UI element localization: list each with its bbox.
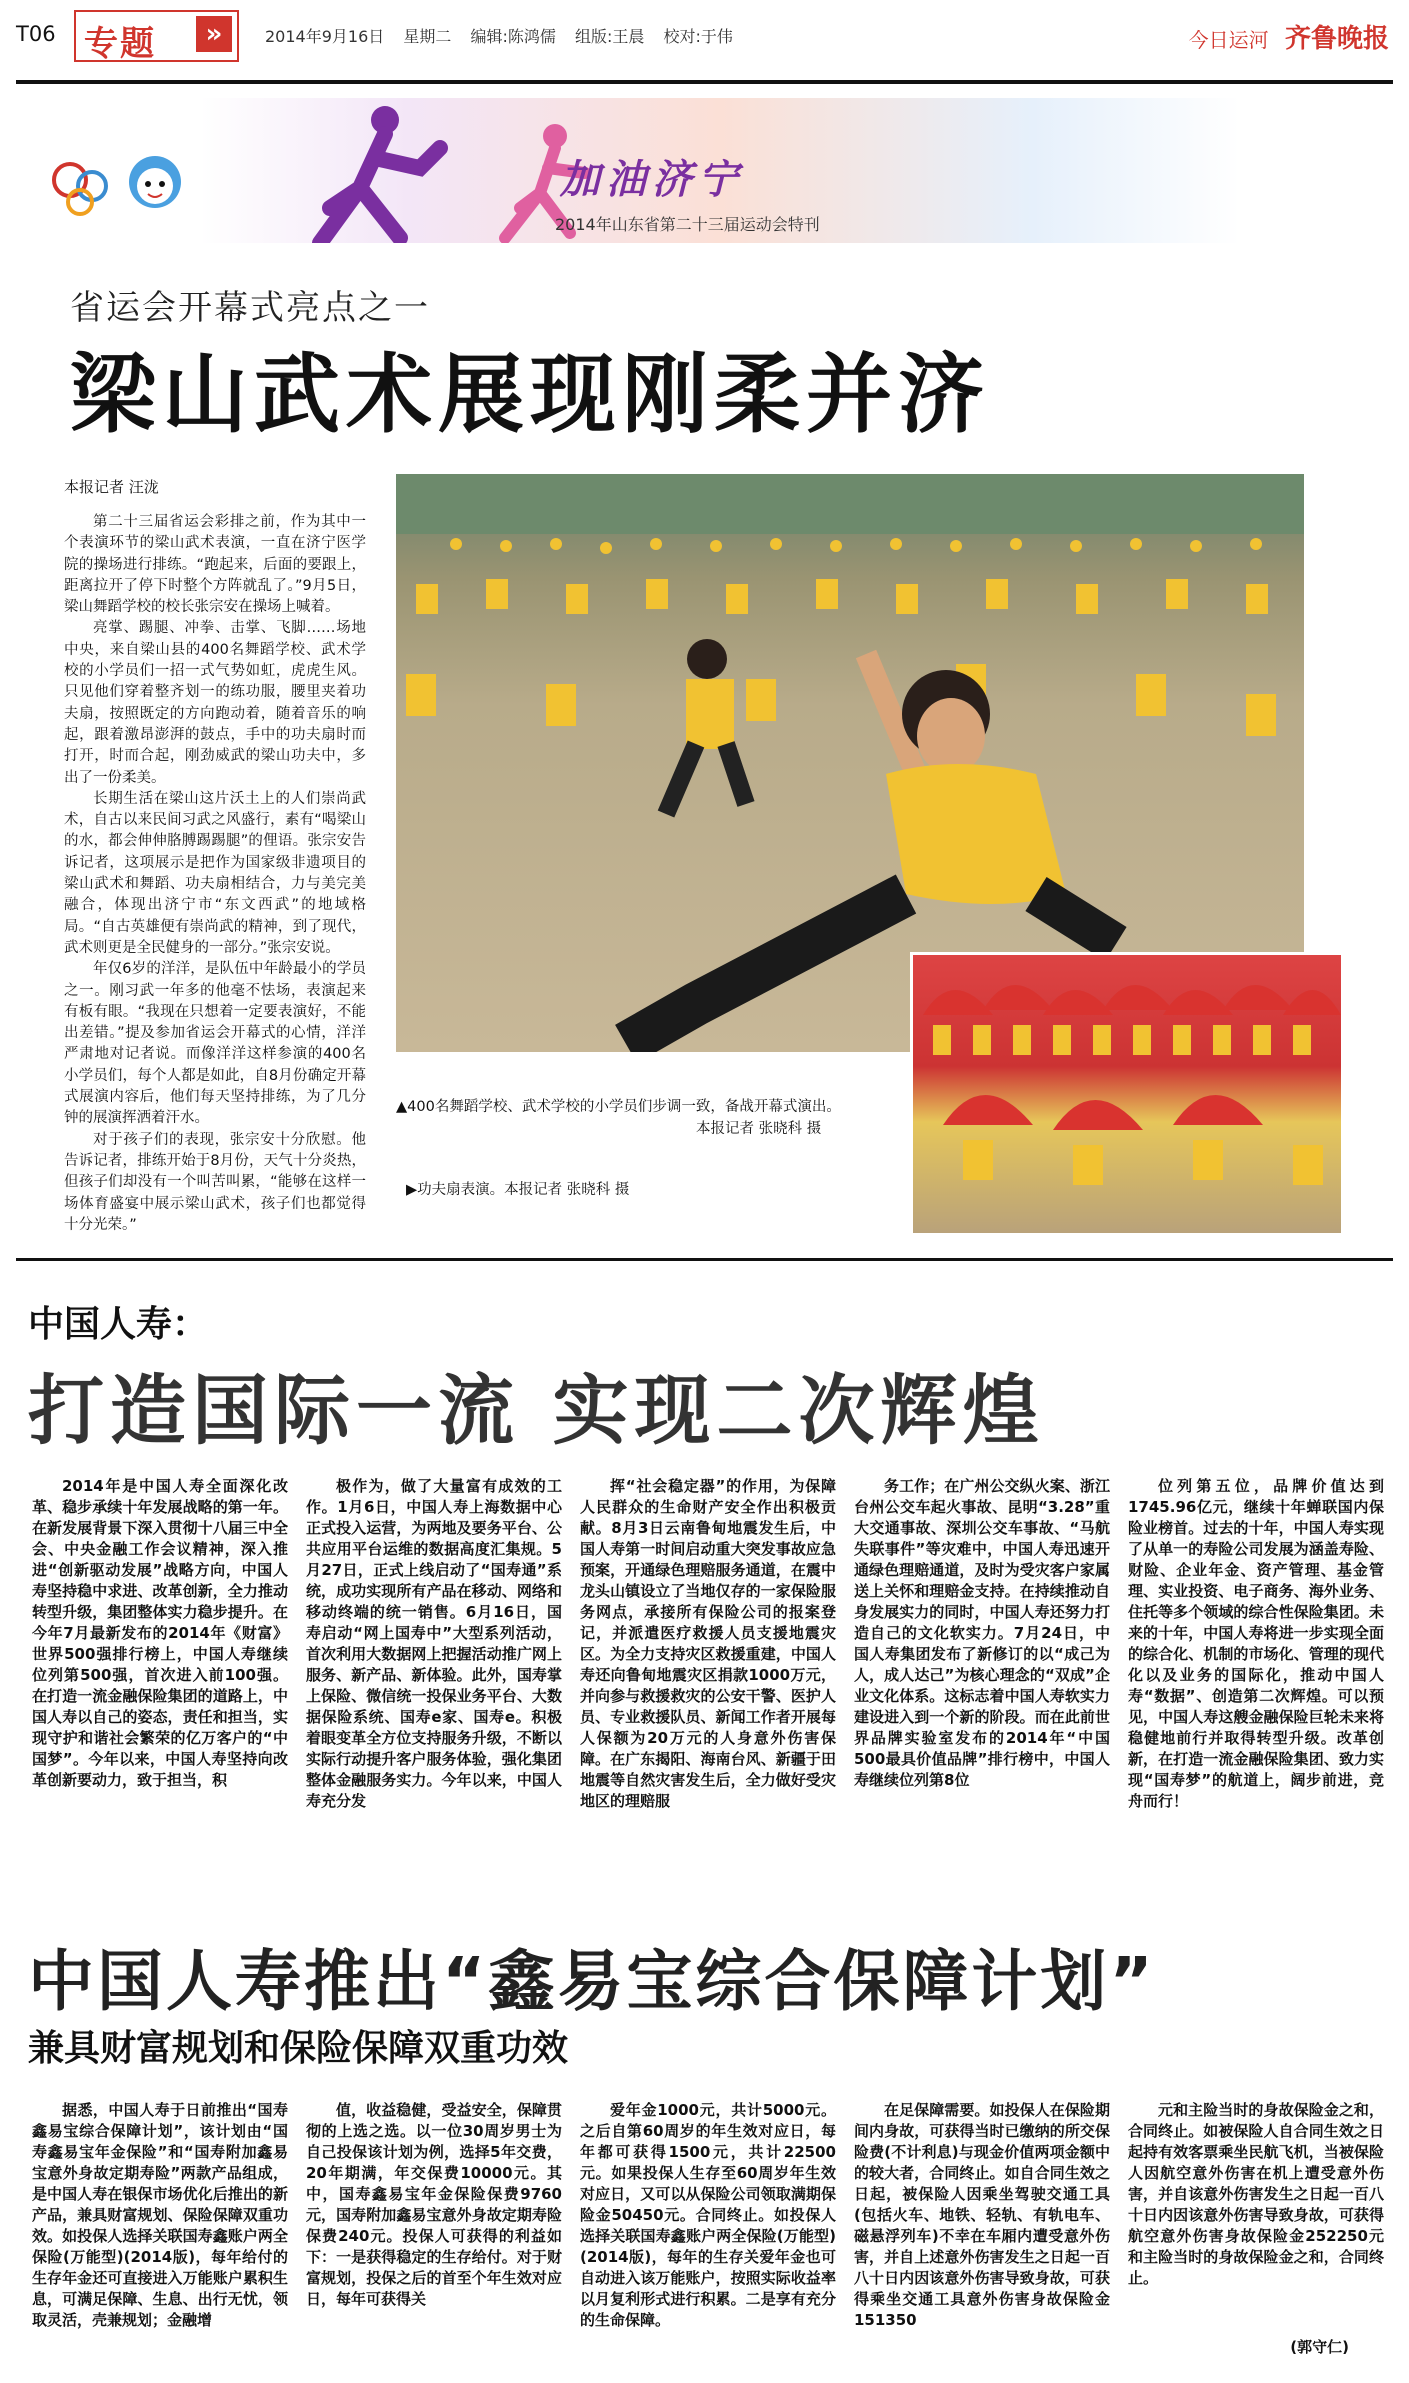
article2-column: 2014年是中国人寿全面深化改革、稳步承续十年发展战略的第一年。在新发展背景下深入贯彻十八届三中全会、中央金融工作会议精神，深入推进“创新驱动发展”战略方向，中国人寿坚持稳中求进、改革创新，全力推动转型升级，集团整体实力稳步提升。在今年7月最新发布的2014年《财富》世界500强排行榜上，中国人寿继续位列第500强，首次进入前100强。在打造一流金融保险集团的道路上，中国人寿以自己的姿态，责任和担当，实现守护和谐社会繁荣的亿万客户的“中国梦”。今年以来，中国人寿坚持向改革创新要动力，致于担当，积 [32,1477,288,1789]
photo1-credit: 本报记者 张晓科 摄 [696,1121,822,1137]
fan-dance-photo-art [913,955,1341,1233]
chevron-right-icon: » [196,16,232,52]
article1-paragraph: 对于孩子们的表现，张宗安十分欣慰。他告诉记者，排练开始于8月份，天气十分炎热，但孩子们却没有一个叫苦叫累，“能够在这样一场体育盛宴中展示梁山武术，孩子们也都觉得十分光荣。” [64,1131,366,1233]
section-rule [16,1258,1393,1261]
article3-headline: 中国人寿推出“鑫易宝综合保障计划” [28,1943,1156,2020]
header-rule [16,80,1393,84]
article2-column: 务工作；在广州公交纵火案、浙江台州公交车起火事故、昆明“3.28”重大交通事故、深圳公交车事故、“马航失联事件”等灾难中，中国人寿迅速开通绿色理赔通道，及时为受灾客户家属送上关怀和理赔金支持。在持续推动自身发展实力的同时，中国人寿还努力打造自己的文化软实力。7月24日，中国人寿集团发布了新修订的以“成己为人，成人达己”为核心理念的“双成”企业文化体系。这标志着中国人寿软实力建设进入到一个新的阶段。而在此前世界品牌实验室发布的2014年“中国500最具价值品牌”排行榜中，中国人寿继续位列第8位 [854,1477,1110,1789]
article1-body [64,512,366,1236]
header-date: 2014年9月16日 [265,27,385,46]
article2-headline: 打造国际一流 实现二次辉煌 [28,1366,1045,1455]
header-tagline: 今日运河 [1188,28,1269,52]
photo1-caption [396,1096,841,1140]
header-proof: 校对:于伟 [663,27,733,46]
article3-column: 值，收益稳健，受益安全，保障贯彻的上选之选。以一位30周岁男士为自己投保该计划为例，选择5年交费，20年期满，年交保费10000元。其中，国寿鑫易宝年金保险保费9760元，国寿附加鑫易宝意外身故定期寿险保费240元。投保人可获得的利益如下：一是获得稳定的生存给付。对于财富规划，投保之后的首至个年生效对应日，每年可获得关 [306,2101,562,2308]
article2-column: 位列第五位，品牌价值达到1745.96亿元，继续十年蝉联国内保险业榜首。过去的十年，中国人寿实现了从单一的寿险公司发展为涵盖寿险、财险、企业年金、资产管理、基金管理、实业投资、电子商务、海外业务、住托等多个领域的综合性保险集团。未来的十年，中国人寿将进一步实现全面的综合化、机制的市场化、管理的现代化以及业务的国际化，推动中国人寿“数据”、创造第二次辉煌。可以预见，中国人寿这艘金融保险巨轮未来将稳健地前行并取得转型升级。改革创新，在打造一流金融保险集团、致力实现“国寿梦”的航道上，阔步前进，竞舟而行！ [1128,1477,1384,1810]
page-code: T06 [16,22,56,46]
header-editor: 编辑:陈鸿儒 [470,27,556,46]
newspaper-logo: 齐鲁晚报 [1284,24,1389,54]
article3-subhead: 兼具财富规划和保险保障双重功效 [28,2028,569,2069]
mascot-icon [120,150,190,230]
article1-paragraph: 年仅6岁的洋洋，是队伍中年龄最小的学员之一。刚习武一年多的他毫不怯场，表演起来有板有眼。“我现在只想着一定要表演好，不能出差错。”提及参加省运会开幕式的心情，洋洋严肃地对记者说。而像洋洋这样参演的400名小学员们，每个人都是如此，自8月份确定开幕式展演内容后，他们每天坚持排练，为了几分钟的展演挥洒着汗水。 [64,961,366,1127]
fan-dance-photo [910,952,1344,1236]
article3-signature: (郭守仁) [1290,2338,1349,2356]
article1-paragraph: 第二十三届省运会彩排之前，作为其中一个表演环节的梁山武术表演，一直在济宁医学院的操场进行排练。“跑起来，后面的要跟上，距离拉开了停下时整个方阵就乱了。”9月5日，梁山舞蹈学校的校长张宗安在操场上喊着。 [64,514,366,616]
article3-column: 据悉，中国人寿于日前推出“国寿鑫易宝综合保障计划”，该计划由“国寿鑫易宝年金保险”和“国寿附加鑫易宝意外身故定期寿险”两款产品组成，是中国人寿在银保市场优化后推出的新产品，兼具财富规划、保险保障双重功效。如投保人选择关联国寿鑫账户两全保险(万能型)(2014版)，每年给付的生存年金还可直接进入万能账户累积生息，可满足保障、生息、出行无忧，领取灵活，壳兼规划；金融增 [32,2101,288,2329]
article3-column: 爱年金1000元，共计5000元。之后自第60周岁的年生效对应日，每年都可获得1500元，共计22500元。如果投保人生存至60周岁年生效对应日，又可以从保险公司领取满期保险金50450元。合同终止。如投保人选择关联国寿鑫账户两全保险(万能型)(2014版)，每年的生存关爱年金也可自动进入该万能账户，按照实际收益率以月复利形式进行积累。二是享有充分的生命保障。 [580,2101,836,2329]
article3-column: 在足保障需要。如投保人在保险期间内身故，可获得当时已缴纳的所交保险费(不计利息)与现金价值两项金额中的较大者，合同终止。如自合同生效之日起，被保险人因乘坐驾驶交通工具(包括火车、地铁、轻轨、有轨电车、磁悬浮列车)不幸在车厢内遭受意外伤害，并自上述意外伤害发生之日起一百八十日内因该意外伤害导致身故，可获得乘坐交通工具意外伤害身故保险金151350 [854,2101,1110,2329]
article1-headline: 梁山武术展现刚柔并济 [70,345,990,445]
header-brand-area [1189,18,1389,55]
article3-columns [32,2100,1384,2370]
article1-byline: 本报记者 汪泷 [64,478,159,496]
header-meta [265,24,747,47]
article1-paragraph: 亮掌、踢腿、冲拳、击掌、飞脚……场地中央，来自梁山县的400名舞蹈学校、武术学校的小学员们一招一式气势如虹，虎虎生风。只见他们穿着整齐划一的练功服，腰里夹着功夫扇，按照既定的方向跑动着，随着音乐的响起，跟着激昂澎湃的鼓点，手中的功夫扇时而打开，时而合起，刚劲威武的梁山功夫中，多出了一份柔美。 [64,620,366,786]
photo2-caption: ▶功夫扇表演。本报记者 张晓科 摄 [406,1182,630,1198]
article2-columns [32,1476,1384,1918]
photo1-caption-text: ▲400名舞蹈学校、武术学校的小学员们步调一致，备战开幕式演出。 [396,1099,841,1115]
header-layout: 组版:王晨 [574,27,645,46]
section-label: 专题 [84,24,156,64]
banner-title: 加油济宁 [560,156,744,203]
article1-kicker: 省运会开幕式亮点之一 [70,288,430,328]
article3-column: 元和主险当时的身故保险金之和，合同终止。如被保险人自合同生效之日起持有效客票乘坐民航飞机，当被保险人因航空意外伤害在机上遭受意外伤害，并自该意外伤害发生之日起一百八十日内因该意外伤害导致身故，可获得航空意外伤害身故保险金252250元和主险当时的身故保险金之和，合同终止。 [1128,2101,1384,2287]
article2-kicker: 中国人寿： [28,1304,209,1345]
article2-column: 极作为，做了大量富有成效的工作。1月6日，中国人寿上海数据中心正式投入运营，为两地及要务平台、公共应用平台运维的数据高度汇集规。5月27日，正式上线启动了“国寿通”系统，成功实现所有产品在移动、网络和移动终端的统一销售。6月16日，国寿启动“网上国寿中”大型系列活动，首次利用大数据网上把握活动推广网上服务、新产品、新体验。此外，国寿掌上保险、微信统一投保业务平台、大数据保险系统、国寿e家、国寿e。积极着眼变革全方位支持服务升级，不断以实际行动提升客户服务体验，强化集团整体金融服务实力。今年以来，中国人寿充分发 [306,1477,562,1810]
banner-subtitle: 2014年山东省第二十三届运动会特刊 [555,215,820,234]
article2-column: 挥“社会稳定器”的作用，为保障人民群众的生命财产安全作出积极贡献。8月3日云南鲁甸地震发生后，中国人寿第一时间启动重大突发事故应急预案，开通绿色理赔服务通道，在震中龙头山镇设立了当地仅存的一家保险服务网点，承接所有保险公司的报案登记，并派遣医疗救援人员支援地震灾区。为全力支持灾区救援重建，中国人寿还向鲁甸地震灾区捐款1000万元，并向参与救援救灾的公安干警、医护人员、专业救援队员、新闻工作者开展每人保额为20万元的人身意外伤害保障。在广东揭阳、海南台风、新疆于田地震等自然灾害发生后，全力做好受灾地区的理赔服 [580,1477,836,1810]
article1-paragraph: 长期生活在梁山这片沃土上的人们崇尚武术，自古以来民间习武之风盛行，素有“喝梁山的水，都会伸伸胳膊踢踢腿”的俚语。张宗安告诉记者，这项展示是把作为国家级非遗项目的梁山武术和舞蹈、功夫扇相结合，力与美完美融合，体现出济宁市“东文西武”的地域格局。“自古英雄便有崇尚武的精神，到了现代，武术则更是全民健身的一部分。”张宗安说。 [64,790,366,956]
header-weekday: 星期二 [403,27,452,46]
